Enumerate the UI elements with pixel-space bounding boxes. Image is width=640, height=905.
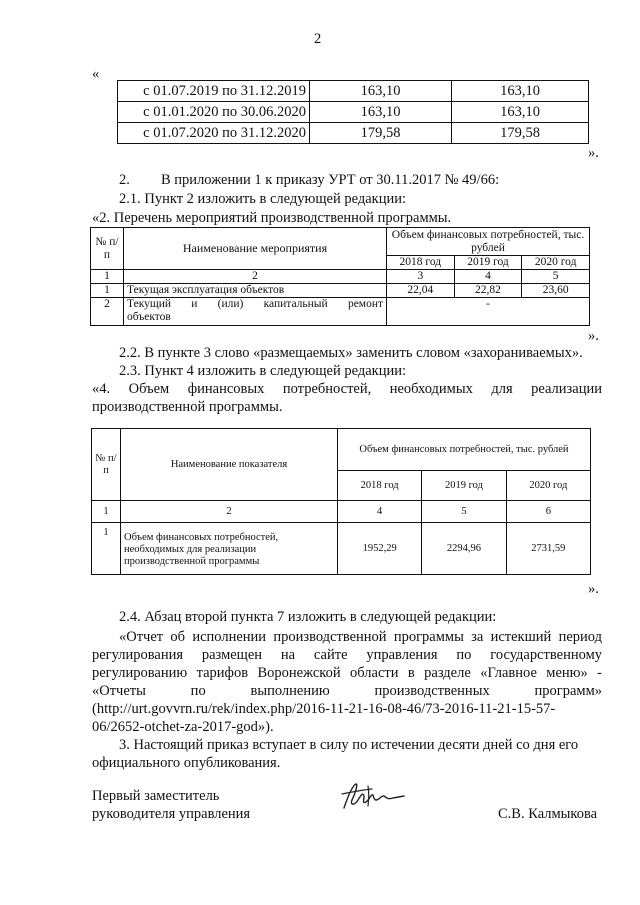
col-num: 1 [91,270,124,284]
col-num: 5 [522,270,590,284]
item-2-4: 2.4. Абзац второй пункта 7 изложить в следующей редакции: [119,609,497,625]
header-fin: Объем финансовых потребностей, тыс. рублей [338,429,591,471]
header-year: 2018 год [338,471,422,501]
report-para-line: «Отчеты по выполнению производственных программ» [92,683,602,699]
header-num: № п/п [92,429,121,501]
period-cell: с 01.07.2020 по 31.12.2020 [118,123,310,144]
value-cell: 163,10 [452,81,589,102]
item-4-line1: «4. Объем финансовых потребностей, необходимых для реализации [92,381,602,397]
row-num: 2 [91,298,124,326]
volume-table [91,428,591,575]
row-value: 1952,29 [338,523,422,575]
handwritten-signature [338,778,410,818]
table-row [91,284,590,298]
close-quote: ». [588,581,599,597]
rates-table [117,80,589,144]
row-value: 22,04 [387,284,455,298]
table-row [92,501,591,523]
value-cell: 163,10 [310,102,452,123]
item-2-3: 2.3. Пункт 4 изложить в следующей редакции: [119,363,407,379]
value-cell: 179,58 [452,123,589,144]
period-cell: с 01.07.2019 по 31.12.2019 [118,81,310,102]
col-num: 1 [92,501,121,523]
col-num: 4 [338,501,422,523]
value-cell: 163,10 [452,102,589,123]
measures-table [90,227,590,326]
value-cell: 179,58 [310,123,452,144]
row-value: 22,82 [454,284,522,298]
header-num: № п/п [91,228,124,270]
value-cell: 163,10 [310,81,452,102]
table-row [118,102,589,123]
row-name: Текущая эксплуатация объектов [124,284,387,298]
row-name-line: Объем финансовых потребностей, [124,531,279,543]
measures-heading: «2. Перечень мероприятий производственной программы. [92,210,452,226]
row-value: 2731,59 [506,523,590,575]
signer-title-line2: руководителя управления [92,806,251,822]
table-row [91,298,590,326]
close-quote: ». [588,328,599,344]
table-row [91,228,590,256]
signer-title-line1: Первый заместитель [92,788,220,804]
header-year: 2018 год [387,256,455,270]
row-value: - [387,298,590,326]
item-3-line2: официального опубликования. [92,755,281,771]
item-3-line1: 3. Настоящий приказ вступает в силу по истечении десяти дней со дня его [119,737,579,753]
row-num: 1 [91,284,124,298]
header-fin: Объем финансовых потребностей, тыс. рублей [387,228,590,256]
header-name: Наименование мероприятия [124,228,387,270]
col-num: 5 [422,501,506,523]
item-2-number: 2. [119,172,130,188]
row-name-line: необходимых для реализации [124,543,257,555]
header-year: 2020 год [506,471,590,501]
report-para-line: 06/2652-otchet-za-2017-god»). [92,719,274,735]
row-name-line2: объектов [127,311,171,323]
table-row [92,523,591,575]
signer-name: С.В. Калмыкова [498,806,598,822]
header-year: 2019 год [454,256,522,270]
page-number: 2 [314,31,322,47]
header-name: Наименование показателя [121,429,338,501]
report-para-line: регулированию тарифов Воронежской области в разделе «Главное меню» - [92,665,602,681]
col-num: 6 [506,501,590,523]
table-row [118,81,589,102]
item-2-text: В приложении 1 к приказу УРТ от 30.11.2017 № 49/66: [161,172,500,188]
col-num: 4 [454,270,522,284]
header-year: 2019 год [422,471,506,501]
open-quote: « [92,66,100,82]
col-num: 2 [124,270,387,284]
close-quote: ». [588,145,599,161]
item-4-line2: производственной программы. [92,399,283,415]
header-year: 2020 год [522,256,590,270]
row-name-line: производственной программы [124,555,260,567]
item-2-2: 2.2. В пункте 3 слово «размещаемых» заменить словом «захораниваемых». [119,345,583,361]
report-para-line: регулирования размещен на сайте управления по государственному [92,647,602,663]
row-name-line1: Текущий и (или) капитальный ремонт [127,298,383,310]
item-2-1: 2.1. Пункт 2 изложить в следующей редакции: [119,191,407,207]
table-row [118,123,589,144]
col-num: 2 [121,501,338,523]
period-cell: с 01.01.2020 по 30.06.2020 [118,102,310,123]
row-value: 23,60 [522,284,590,298]
col-num: 3 [387,270,455,284]
row-value: 2294,96 [422,523,506,575]
table-row [91,270,590,284]
report-para-line: (http://urt.govvrn.ru/rek/index.php/2016-11-21-16-08-46/73-2016-11-21-15-57- [92,701,556,717]
row-num: 1 [92,523,121,575]
table-row [92,429,591,471]
report-para-line: «Отчет об исполнении производственной программы за истекший период [119,629,602,645]
